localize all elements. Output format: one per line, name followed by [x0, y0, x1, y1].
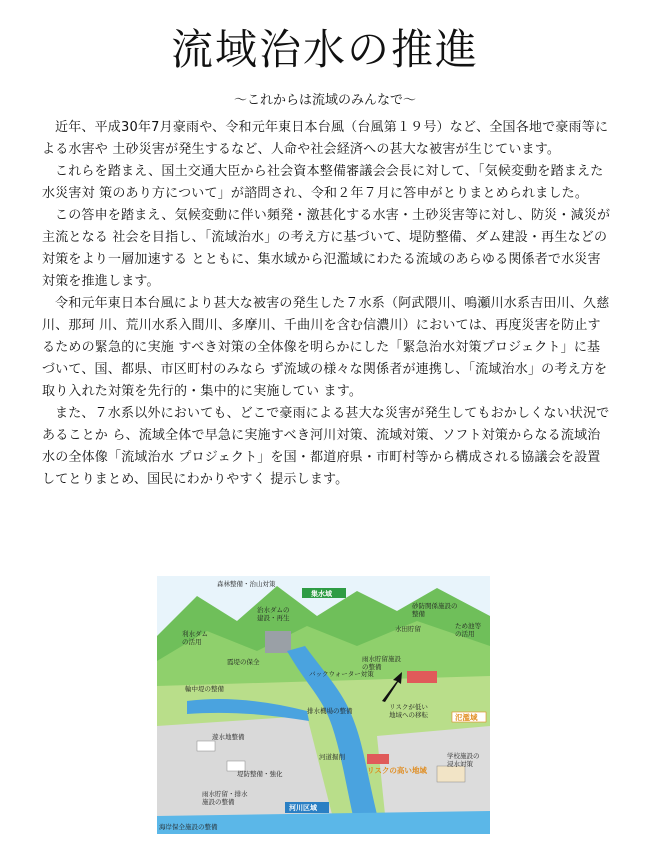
- label-line: リスクが低い: [389, 703, 428, 711]
- label-embankment: 堤防整備・強化: [237, 770, 283, 778]
- label-line: 治水ダムの: [257, 606, 290, 614]
- house-2: [407, 671, 437, 683]
- page-title: 流域治水の推進: [170, 25, 479, 74]
- label-line: 利水ダム: [182, 630, 208, 638]
- paragraph-5: また、７水系以外においても、どこで豪雨による甚大な災害が発生してもおかしくない状況であることか ら、流域全体で早急に実施すべき河川対策、流域対策、ソフト対策からなる流域治水の全体像「流域治水 プロジェクト」を国・都道府県・市町村等から構成される協議会を設置してとりまとめ、国民にわかりやすく 提示します。: [42, 406, 610, 487]
- label-line: 学校施設の: [447, 752, 480, 760]
- label-drainage: 排水機場の整備: [307, 707, 353, 715]
- label-line: 浸水対策: [447, 760, 473, 768]
- label-line: 施設の整備: [202, 798, 235, 806]
- label-river-area: 河川区域: [289, 804, 317, 812]
- label-inundation: 氾濫域: [455, 713, 478, 722]
- label-flood-control: 霞堤の保全: [227, 658, 260, 666]
- label-line: 雨水貯留施設: [362, 655, 401, 663]
- house-3: [197, 741, 215, 751]
- paragraph-2: これらを踏まえ、国土交通大臣から社会資本整備審議会会長に対して、「気候変動を踏まえた水災害対 策のあり方について」が諮問され、令和２年７月に答申がとりまとめられました。: [42, 164, 604, 201]
- page-subtitle: ～これからは流域のみんなで～: [233, 93, 416, 108]
- watershed-illustration-svg: [157, 576, 490, 834]
- label-line: 建設・再生: [257, 614, 290, 622]
- label-line: の活用: [182, 638, 202, 646]
- school-building: [437, 766, 465, 782]
- label-line: 整備: [412, 610, 425, 618]
- label-relocate: [389, 703, 429, 719]
- watershed-illustration: [157, 576, 490, 834]
- label-line: 雨水貯留・排水: [202, 790, 248, 798]
- paragraph-4: 令和元年東日本台風により甚大な被害の発生した７水系（阿武隈川、鳴瀬川水系吉田川、久慈川、那珂 川、荒川水系入間川、多摩川、千曲川を含む信濃川）においては、再度災害を防止するための緊急的に実施 すべき対策の全体像を明らかにした「緊急治水対策プロジェクト」に基づいて、国、都県、市区町村のみなら ず流域の様々な関係者が連携し、「流域治水」の考え方を取り入れた対策を先行的・集中的に実施してい ます。: [42, 296, 610, 399]
- label-dam-rebuild: [257, 605, 290, 622]
- dam: [265, 631, 291, 653]
- paragraph-1: 近年、平成30年7月豪雨や、令和元年東日本台風（台風第１９号）など、全国各地で豪雨等による水害や 土砂災害が発生するなど、人命や社会経済への甚大な被害が生じています。: [42, 120, 609, 157]
- label-line: ため池等: [455, 622, 481, 630]
- label-catchment: 集水域: [311, 590, 332, 598]
- label-dredging: 河道掘削: [319, 753, 345, 761]
- label-forest: 森林整備・治山対策: [217, 580, 276, 588]
- label-coastal: 海岸保全施設の整備: [159, 823, 218, 831]
- label-line: 砂防関係施設の: [412, 602, 458, 610]
- house-1: [367, 754, 389, 764]
- label-risk-area: リスクの高い地域: [367, 766, 427, 775]
- label-line: の整備: [362, 663, 382, 671]
- body-text: [42, 117, 612, 491]
- label-backwater: バックウォーター対策: [309, 670, 374, 678]
- label-line: の活用: [455, 630, 475, 638]
- paragraph-3: この答申を踏まえ、気候変動に伴い頻発・激甚化する水害・土砂災害等に対し、防災・減災が主流となる 社会を目指し、「流域治水」の考え方に基づいて、堤防整備、ダム建設・再生などの対策をより一層加速する とともに、集水域から氾濫域にわたる流域のあらゆる関係者で水災害対策を推進します。: [42, 208, 611, 289]
- label-ring-levee: 輪中堤の整備: [185, 685, 224, 693]
- label-retarding: 遊水地整備: [212, 733, 245, 741]
- label-paddy: 水田貯留: [395, 625, 421, 633]
- label-line: 地域への移転: [389, 711, 428, 719]
